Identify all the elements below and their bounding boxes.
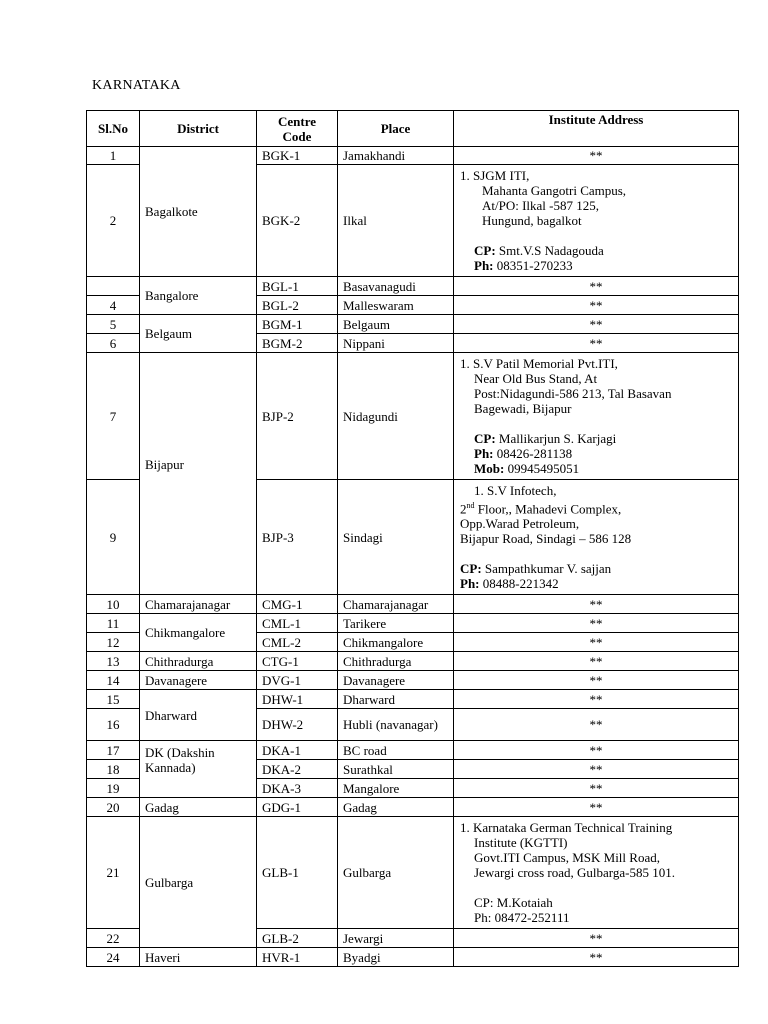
contact-person: Sampathkumar V. sajjan: [481, 561, 612, 577]
cell-place: Tarikere: [338, 614, 454, 633]
cell-slno: 24: [87, 948, 140, 967]
address-line: At/PO: Ilkal -587 125,: [482, 198, 599, 213]
address-line: Floor,, Mahadevi Complex,: [474, 501, 622, 517]
cell-slno: 22: [87, 929, 140, 948]
cell-code: BJP-2: [257, 353, 338, 480]
address-line: Bagewadi, Bijapur: [474, 401, 572, 416]
cell-address: **: [454, 709, 739, 741]
cell-code: GLB-1: [257, 817, 338, 929]
cell-code: CMG-1: [257, 595, 338, 614]
cell-address: **: [454, 741, 739, 760]
table-row: [87, 948, 739, 967]
state-heading: KARNATAKA: [92, 78, 181, 93]
cell-district: Davanagere: [140, 671, 257, 690]
cell-slno: 19: [87, 779, 140, 798]
cell-slno: 16: [87, 709, 140, 741]
cell-address: **: [454, 760, 739, 779]
address-line: Near Old Bus Stand, At: [474, 371, 598, 386]
cell-address: [454, 480, 739, 595]
address-line: Hungund, bagalkot: [482, 213, 582, 228]
phone-number: Ph: 08472-252111: [474, 910, 570, 926]
phone-number: 08426-281138: [493, 446, 573, 461]
table-row: [87, 798, 739, 817]
cell-address: **: [454, 595, 739, 614]
cell-code: BGK-2: [257, 165, 338, 277]
cell-address: **: [454, 652, 739, 671]
cell-address: [454, 353, 739, 480]
cell-district: Bijapur: [140, 353, 257, 595]
address-line: 1. S.V Patil Memorial Pvt.ITI,: [460, 356, 618, 371]
cell-place: Nippani: [338, 334, 454, 353]
cell-address: **: [454, 614, 739, 633]
cell-code: BJP-3: [257, 480, 338, 595]
col-header-centre-code: Centre Code: [257, 111, 338, 147]
table-header-row: [87, 111, 739, 147]
cell-code: HVR-1: [257, 948, 338, 967]
table-row: [87, 315, 739, 334]
cell-code: BGL-1: [257, 277, 338, 296]
address-line: Institute (KGTTI): [474, 835, 568, 851]
cp-label: CP:: [474, 431, 496, 446]
cell-address: **: [454, 929, 739, 948]
cell-place: Belgaum: [338, 315, 454, 334]
table-row: [87, 671, 739, 690]
cell-place: Sindagi: [338, 480, 454, 595]
cell-address: **: [454, 779, 739, 798]
cell-code: GDG-1: [257, 798, 338, 817]
address-line: Govt.ITI Campus, MSK Mill Road,: [474, 850, 660, 866]
cell-slno: 6: [87, 334, 140, 353]
phone-number: 08488-221342: [479, 576, 559, 592]
cell-slno: 17: [87, 741, 140, 760]
cell-code: DHW-1: [257, 690, 338, 709]
cell-place: Jamakhandi: [338, 147, 454, 165]
cell-code: BGM-1: [257, 315, 338, 334]
cell-district: Dharward: [140, 690, 257, 741]
table-row: [87, 353, 739, 480]
cp-label: CP:: [460, 561, 482, 577]
cell-code: DVG-1: [257, 671, 338, 690]
cell-district: Chamarajanagar: [140, 595, 257, 614]
table-row: [87, 147, 739, 165]
cell-address: **: [454, 671, 739, 690]
cell-address: [454, 817, 739, 929]
table-row: [87, 595, 739, 614]
address-line: 1. SJGM ITI,: [460, 168, 530, 183]
cell-address: **: [454, 633, 739, 652]
cell-address: **: [454, 334, 739, 353]
table-row: [87, 652, 739, 671]
table-row: [87, 690, 739, 709]
address-line: 1. Karnataka German Technical Training: [460, 820, 673, 836]
cell-slno: 2: [87, 165, 140, 277]
cell-place: Ilkal: [338, 165, 454, 277]
cell-address: **: [454, 277, 739, 296]
cell-slno: 21: [87, 817, 140, 929]
cell-slno: 12: [87, 633, 140, 652]
cell-slno: 1: [87, 147, 140, 165]
table-row: [87, 614, 739, 633]
table-row: [87, 741, 739, 760]
cell-district: Bagalkote: [140, 147, 257, 277]
col-header-address: Institute Address: [454, 111, 739, 147]
cell-slno: 4: [87, 296, 140, 315]
address-floor-suffix: nd: [466, 501, 475, 510]
table-row: [87, 817, 739, 929]
address-line: Jewargi cross road, Gulbarga-585 101.: [474, 865, 675, 881]
cell-slno: 14: [87, 671, 140, 690]
cell-slno: 7: [87, 353, 140, 480]
cell-code: CML-1: [257, 614, 338, 633]
cell-place: Nidagundi: [338, 353, 454, 480]
cell-district: Gulbarga: [140, 817, 257, 948]
cell-place: Hubli (navanagar): [338, 709, 454, 741]
cell-place: Gulbarga: [338, 817, 454, 929]
cell-slno: 20: [87, 798, 140, 817]
cell-slno: 11: [87, 614, 140, 633]
cell-slno: 10: [87, 595, 140, 614]
cell-district: Gadag: [140, 798, 257, 817]
cell-district: Chikmangalore: [140, 614, 257, 652]
cell-code: BGL-2: [257, 296, 338, 315]
cell-address: **: [454, 315, 739, 334]
cell-code: DKA-3: [257, 779, 338, 798]
address-line: Post:Nidagundi-586 213, Tal Basavan: [474, 386, 672, 401]
phone-number: 08351-270233: [493, 258, 573, 273]
cell-code: BGK-1: [257, 147, 338, 165]
address-line: 1. S.V Infotech,: [474, 483, 557, 498]
cell-address: **: [454, 690, 739, 709]
col-header-slno: Sl.No: [87, 111, 140, 147]
address-floor-number: 2: [460, 501, 467, 517]
cell-slno: 13: [87, 652, 140, 671]
contact-person: Mallikarjun S. Karjagi: [495, 431, 617, 446]
cell-code: CML-2: [257, 633, 338, 652]
table-row: [87, 277, 739, 296]
cell-slno: 9: [87, 480, 140, 595]
cell-slno: [87, 277, 140, 296]
institute-table: [86, 110, 739, 967]
cell-place: Dharward: [338, 690, 454, 709]
cell-place: Chamarajanagar: [338, 595, 454, 614]
cell-code: DHW-2: [257, 709, 338, 741]
cell-district: Belgaum: [140, 315, 257, 353]
phone-label: Ph:: [474, 446, 494, 461]
cell-code: BGM-2: [257, 334, 338, 353]
cell-place: Malleswaram: [338, 296, 454, 315]
cell-code: DKA-2: [257, 760, 338, 779]
cell-place: Basavanagudi: [338, 277, 454, 296]
address-line: Mahanta Gangotri Campus,: [482, 183, 627, 198]
cell-place: Mangalore: [338, 779, 454, 798]
cell-address: **: [454, 147, 739, 165]
cell-district: Chithradurga: [140, 652, 257, 671]
phone-label: Ph:: [474, 258, 494, 273]
cell-code: GLB-2: [257, 929, 338, 948]
phone-label: Ph:: [460, 576, 480, 592]
col-header-district: District: [140, 111, 257, 147]
cell-slno: 5: [87, 315, 140, 334]
cell-code: DKA-1: [257, 741, 338, 760]
cell-address: [454, 165, 739, 277]
cell-place: Chithradurga: [338, 652, 454, 671]
cell-place: Surathkal: [338, 760, 454, 779]
cell-place: Chikmangalore: [338, 633, 454, 652]
cell-slno: 15: [87, 690, 140, 709]
cell-place: Byadgi: [338, 948, 454, 967]
contact-person: Smt.V.S Nadagouda: [495, 243, 604, 258]
cell-district: DK (Dakshin Kannada): [140, 741, 257, 798]
cell-district: Bangalore: [140, 277, 257, 315]
cell-address: **: [454, 798, 739, 817]
mobile-label: Mob:: [474, 461, 505, 476]
col-header-place: Place: [338, 111, 454, 147]
address-line: Opp.Warad Petroleum,: [460, 516, 580, 532]
cell-address: **: [454, 296, 739, 315]
mobile-number: 09945495051: [504, 461, 580, 476]
cell-district: Haveri: [140, 948, 257, 967]
cell-slno: 18: [87, 760, 140, 779]
cell-place: BC road: [338, 741, 454, 760]
cp-label: CP:: [474, 243, 496, 258]
cell-place: Jewargi: [338, 929, 454, 948]
cell-place: Gadag: [338, 798, 454, 817]
contact-person: CP: M.Kotaiah: [474, 895, 553, 911]
cell-code: CTG-1: [257, 652, 338, 671]
address-line: Bijapur Road, Sindagi – 586 128: [460, 531, 632, 547]
cell-address: **: [454, 948, 739, 967]
cell-place: Davanagere: [338, 671, 454, 690]
